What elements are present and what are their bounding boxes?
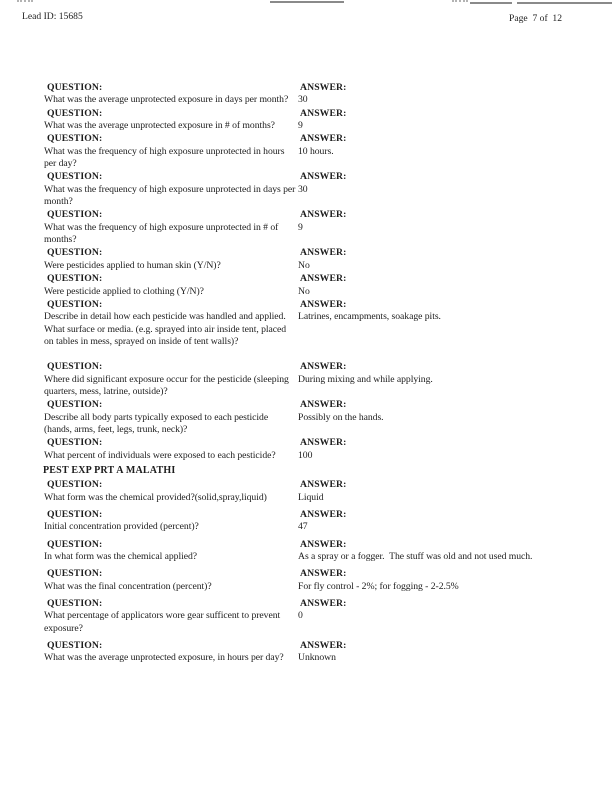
question-cell xyxy=(44,640,298,665)
question-cell xyxy=(44,108,298,133)
answer-label: ANSWER: xyxy=(300,171,347,183)
scan-artifact xyxy=(470,2,512,4)
question-label: QUESTION: xyxy=(47,598,103,610)
question-label: QUESTION: xyxy=(47,437,103,449)
qa-row xyxy=(44,640,568,665)
question-text: Where did significant exposure occur for the pesticide (sleeping quarters, mess, latrine, outside)? xyxy=(44,373,292,397)
answer-label: ANSWER: xyxy=(300,538,347,550)
answer-label: ANSWER: xyxy=(300,82,347,93)
question-text: What was the frequency of high exposure unprotected in days per month? xyxy=(44,183,298,208)
answer-text: Liquid xyxy=(298,491,324,503)
answer-label: ANSWER: xyxy=(300,399,347,411)
qa-list xyxy=(44,82,568,670)
answer-text: 47 xyxy=(298,521,308,533)
qa-row xyxy=(44,509,568,534)
question-cell xyxy=(44,299,298,348)
answer-label: ANSWER: xyxy=(300,247,347,259)
question-label: QUESTION: xyxy=(47,107,103,119)
question-label: QUESTION: xyxy=(47,361,103,373)
question-text: What was the average unprotected exposure in # of months? xyxy=(44,120,275,132)
answer-label: ANSWER: xyxy=(300,298,347,310)
question-text: Describe all body parts typically exposed to each pesticide (hands, arms, feet, legs, trunk, neck)? xyxy=(44,411,271,435)
answer-cell xyxy=(298,361,568,398)
answer-label: ANSWER: xyxy=(300,107,347,119)
qa-row xyxy=(44,247,568,272)
answer-cell xyxy=(298,437,568,462)
answer-text: 0 xyxy=(298,610,303,622)
question-cell xyxy=(44,82,298,107)
answer-label: ANSWER: xyxy=(300,509,347,520)
question-label: QUESTION: xyxy=(47,171,103,183)
question-label: QUESTION: xyxy=(47,273,103,285)
answer-cell xyxy=(298,209,568,246)
question-cell xyxy=(44,598,298,635)
question-text: What percent of individuals were exposed to each pesticide? xyxy=(44,449,276,461)
qa-row xyxy=(44,273,568,298)
answer-text: 30 xyxy=(298,183,308,195)
answer-label: ANSWER: xyxy=(300,640,347,652)
question-text: What was the frequency of high exposure unprotected in # of months? xyxy=(44,221,281,246)
question-label: QUESTION: xyxy=(47,209,103,221)
question-label: QUESTION: xyxy=(47,509,103,520)
section-header: PEST EXP PRT A MALATHI xyxy=(43,464,176,476)
answer-text: 30 xyxy=(298,94,308,106)
question-cell xyxy=(44,479,298,504)
question-label: QUESTION: xyxy=(47,133,103,145)
answer-label: ANSWER: xyxy=(300,361,347,373)
qa-row xyxy=(44,209,568,246)
question-text: Were pesticide applied to clothing (Y/N)? xyxy=(44,285,204,297)
question-cell xyxy=(44,399,298,436)
answer-cell xyxy=(298,640,568,665)
scan-artifact xyxy=(270,1,344,3)
qa-row xyxy=(44,598,568,635)
answer-cell xyxy=(298,273,568,298)
question-cell xyxy=(44,133,298,170)
qa-row xyxy=(44,479,568,504)
qa-row xyxy=(44,299,568,348)
qa-row xyxy=(44,399,568,436)
question-cell xyxy=(44,539,298,564)
answer-cell xyxy=(298,247,568,272)
question-text: Describe in detail how each pesticide was handled and applied. What surface or media. (e.g. sprayed into air inside tent, placed on tables in mess, sprayed on inside of tent walls)? xyxy=(44,311,291,347)
answer-cell xyxy=(298,479,568,504)
question-label: QUESTION: xyxy=(47,399,103,411)
question-text: What was the final concentration (percent)? xyxy=(44,580,212,592)
scan-artifact xyxy=(452,0,468,2)
answer-text: For fly control - 2%; for fogging - 2-2.5% xyxy=(298,580,459,592)
answer-label: ANSWER: xyxy=(300,598,347,610)
question-cell xyxy=(44,568,298,593)
question-text: What was the average unprotected exposure, in hours per day? xyxy=(44,652,284,664)
question-text: What form was the chemical provided?(solid,spray,liquid) xyxy=(44,491,267,503)
qa-row xyxy=(44,108,568,133)
answer-label: ANSWER: xyxy=(300,437,347,449)
answer-text: During mixing and while applying. xyxy=(298,373,433,385)
answer-text: As a spray or a fogger. The stuff was old and not used much. xyxy=(298,551,533,563)
qa-row xyxy=(44,171,568,208)
answer-text: Latrines, encampments, soakage pits. xyxy=(298,311,441,323)
answer-cell xyxy=(298,539,568,564)
qa-row xyxy=(44,568,568,593)
question-label: QUESTION: xyxy=(47,479,103,491)
answer-cell xyxy=(298,509,568,534)
answer-text: Possibly on the hands. xyxy=(298,411,384,423)
answer-text: 10 hours. xyxy=(298,145,334,157)
question-label: QUESTION: xyxy=(47,247,103,259)
answer-text: No xyxy=(298,285,310,297)
answer-text: 100 xyxy=(298,449,313,461)
question-text: Initial concentration provided (percent)? xyxy=(44,521,199,533)
answer-cell xyxy=(298,299,568,348)
question-text: What was the frequency of high exposure unprotected in hours per day? xyxy=(44,145,287,170)
answer-cell xyxy=(298,82,568,107)
question-label: QUESTION: xyxy=(47,568,103,580)
answer-label: ANSWER: xyxy=(300,133,347,145)
answer-label: ANSWER: xyxy=(300,479,347,491)
answer-cell xyxy=(298,133,568,170)
scan-artifact xyxy=(17,0,33,2)
answer-text: 9 xyxy=(298,221,303,233)
question-text: Were pesticides applied to human skin (Y/N)? xyxy=(44,259,221,271)
page-number: Page 7 of 12 xyxy=(509,13,563,24)
answer-text: No xyxy=(298,259,310,271)
answer-text: Unknown xyxy=(298,652,336,664)
question-cell xyxy=(44,509,298,534)
question-cell xyxy=(44,247,298,272)
question-text: What was the average unprotected exposure in days per month? xyxy=(44,94,289,106)
question-label: QUESTION: xyxy=(47,640,103,652)
answer-label: ANSWER: xyxy=(300,273,347,285)
answer-label: ANSWER: xyxy=(300,209,347,221)
question-cell xyxy=(44,437,298,462)
answer-cell xyxy=(298,108,568,133)
lead-id: Lead ID: 15685 xyxy=(22,11,83,22)
answer-cell xyxy=(298,399,568,436)
question-cell xyxy=(44,209,298,246)
qa-row xyxy=(44,82,568,107)
question-label: QUESTION: xyxy=(47,298,103,310)
question-label: QUESTION: xyxy=(47,538,103,550)
question-cell xyxy=(44,361,298,398)
question-label: QUESTION: xyxy=(47,82,103,93)
qa-row xyxy=(44,437,568,462)
qa-row xyxy=(44,361,568,398)
question-text: What percentage of applicators wore gear sufficent to prevent exposure? xyxy=(44,610,283,634)
qa-row xyxy=(44,133,568,170)
scan-artifact xyxy=(517,2,612,4)
answer-cell xyxy=(298,598,568,635)
answer-text: 9 xyxy=(298,120,303,132)
question-cell xyxy=(44,171,298,208)
answer-cell xyxy=(298,171,568,208)
answer-cell xyxy=(298,568,568,593)
question-cell xyxy=(44,273,298,298)
answer-label: ANSWER: xyxy=(300,568,347,580)
question-text: In what form was the chemical applied? xyxy=(44,551,198,563)
qa-row xyxy=(44,539,568,564)
